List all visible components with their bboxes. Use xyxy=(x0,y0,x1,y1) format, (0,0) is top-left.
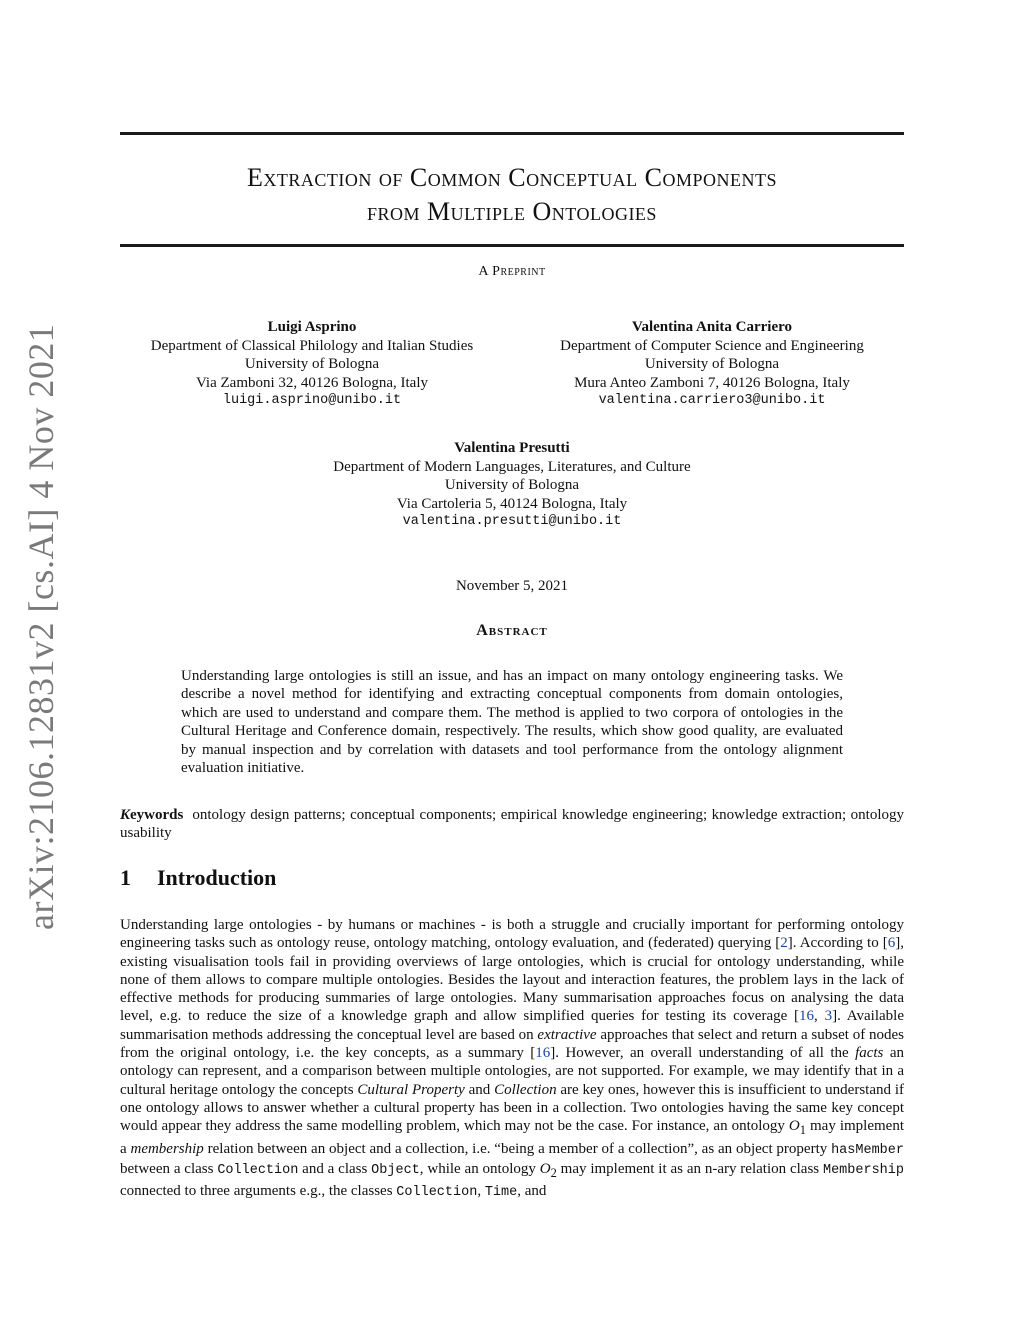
author-university: University of Bologna xyxy=(644,356,780,372)
section-heading-introduction xyxy=(120,865,276,891)
abstract-heading: Abstract xyxy=(476,622,548,639)
author-name: Valentina Anita Carriero xyxy=(632,319,792,335)
emphasis-text: membership xyxy=(130,1140,204,1157)
code-term: Time xyxy=(484,1185,518,1201)
arxiv-stamp: arXiv:2106.12831v2 [cs.AI] 4 Nov 2021 xyxy=(21,323,61,930)
author-department: Department of Modern Languages, Literatures, and Culture xyxy=(333,458,691,475)
author-department: Department of Classical Philology and Italian Studies xyxy=(150,337,474,354)
author-address: Via Zamboni 32, 40126 Bologna, Italy xyxy=(196,374,428,391)
code-term: Object xyxy=(371,1162,420,1178)
preprint-label: A Preprint xyxy=(478,264,546,279)
paper-title-line-1: Extraction of Common Conceptual Components xyxy=(247,163,777,192)
math-symbol: O xyxy=(539,1160,551,1177)
citation-link[interactable]: 3 xyxy=(824,1008,833,1025)
code-term: Collection xyxy=(396,1185,478,1201)
author-block xyxy=(262,439,762,532)
author-department: Department of Computer Science and Engineering xyxy=(560,337,864,354)
author-name: Luigi Asprino xyxy=(267,319,357,335)
author-block xyxy=(120,318,504,411)
publication-date: November 5, 2021 xyxy=(455,578,569,594)
keywords-label: Keywords xyxy=(120,807,184,823)
author-block xyxy=(520,318,904,411)
section-title: Introduction xyxy=(157,865,277,890)
code-term: Collection xyxy=(217,1162,299,1178)
author-email[interactable]: valentina.carriero3@unibo.it xyxy=(598,393,826,408)
title-rule-top xyxy=(120,132,904,135)
keywords-text: ontology design patterns; conceptual components; empirical knowledge engineering; knowledge extraction; ontology usability xyxy=(120,807,905,842)
math-symbol: O xyxy=(788,1118,800,1135)
author-email[interactable]: valentina.presutti@unibo.it xyxy=(402,514,622,529)
author-name: Valentina Presutti xyxy=(454,440,570,456)
author-university: University of Bologna xyxy=(444,477,580,493)
keywords-paragraph xyxy=(120,806,904,843)
author-address: Via Cartoleria 5, 40124 Bologna, Italy xyxy=(396,495,628,512)
author-address: Mura Anteo Zamboni 7, 40126 Bologna, Italy xyxy=(574,374,850,391)
paper-title-line-2: from Multiple Ontologies xyxy=(367,197,657,226)
abstract-text: Understanding large ontologies is still an issue, and has an impact on many ontology engineering tasks. We describe a novel method for identifying and extracting conceptual components from domain ontologies, which are used to understand and compare them. The method is applied to two corpora of ontologies in the Cultural Heritage and Conference domain, respectively. The results, which show good quality, are evaluated by manual inspection and by correlation with datasets and tool performance from the ontology alignment evaluation initiative. xyxy=(181,668,843,777)
citation-link[interactable]: 16 xyxy=(535,1045,551,1062)
emphasis-text: facts xyxy=(855,1045,884,1062)
emphasis-text: extractive xyxy=(537,1026,597,1043)
code-term: hasMember xyxy=(831,1142,904,1158)
introduction-paragraph: Understanding large ontologies - by humans or machines - is both a struggle and crucially important for performing ontology engineering tasks such as ontology reuse, ontology matching, ontology evaluation, and (federated) querying [2]. According to [6], existing visualisation tools fail in providing overviews of large ontologies, which is crucial for ontology understanding, while none of them allows to compare multiple ontologies. Besides the layout and interaction features, the problem lays in the lack of effective methods for producing summaries of large ontologies. Many summarisation approaches focus on analysing the data level, e.g. to reduce the size of a knowledge graph and allow simplified queries for testing its coverage [16, 3]. Available summarisation methods addressing the conceptual level are based on extractive approaches that select and return a subset of nodes from the original ontology, i.e. the key concepts, as a summary [16]. However, an overall understanding of all the facts an ontology can represent, and a comparison between multiple ontologies, are not supported. For example, we may identify that in a cultural heritage ontology the concepts Cultural Property and Collection are key ones, however this is insufficient to understand if one ontology allows to answer whether a cultural property has been in a collection. Two ontologies having the same key concept would appear they address the same modelling problem, which may not be the case. For instance, an ontology $O_1$ may implement a membership relation between an object and a collection, i.e. “being a member of a collection”, as an object property hasMember between a class Collection and a class Object, while an ontology $O_2$ may implement it as an n-ary relation class Membership connected to three arguments e.g., the classes Collection, Time, and xyxy=(120,917,905,1201)
title-rule-bottom xyxy=(120,244,904,247)
emphasis-text: Collection xyxy=(494,1081,557,1098)
citation-link[interactable]: 2 xyxy=(780,935,788,952)
citation-link[interactable]: 6 xyxy=(887,935,896,952)
emphasis-text: Cultural Property xyxy=(357,1081,465,1098)
code-term: Membership xyxy=(822,1162,904,1178)
author-email[interactable]: luigi.asprino@unibo.it xyxy=(222,393,402,408)
author-university: University of Bologna xyxy=(244,356,380,372)
citation-link[interactable]: 16 xyxy=(799,1008,815,1025)
section-number: 1 xyxy=(120,865,131,890)
